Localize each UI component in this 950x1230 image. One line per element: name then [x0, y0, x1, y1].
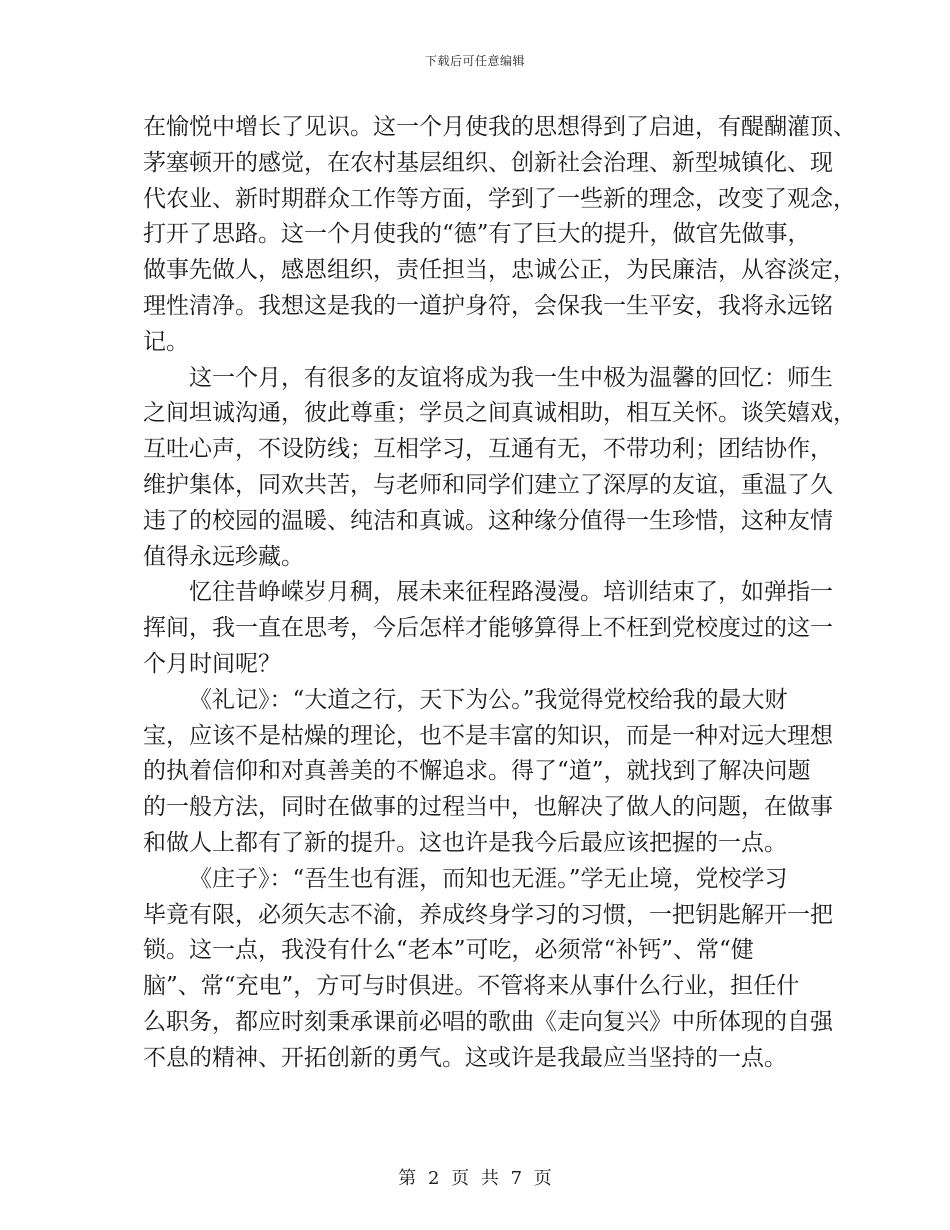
text-line: 这一个月，有很多的友谊将成为我一生中极为温馨的回忆：师生 — [189, 364, 833, 391]
text-line: 毕竟有限，必须矢志不渝，养成终身学习的习惯，一把钥匙解开一把 — [143, 901, 833, 928]
text-line: 值得永远珍藏。 — [143, 543, 304, 570]
text-line: 的一般方法，同时在做事的过程当中，也解决了做人的问题，在做事 — [143, 794, 833, 821]
text-line: 锁。这一点，我没有什么“老本”可吃，必须常“补钙”、常“健 — [143, 937, 754, 964]
text-line: 的执着信仰和对真善美的不懈追求。得了“道”，就找到了解决问题 — [143, 758, 811, 785]
text-line: 忆往昔峥嵘岁月稠，展未来征程路漫漫。培训结束了，如弹指一 — [189, 579, 833, 606]
text-line: 不息的精神、开拓创新的勇气。这或许是我最应当坚持的一点。 — [143, 1044, 787, 1071]
text-line: 记。 — [143, 328, 189, 355]
text-line: 宝，应该不是枯燥的理论，也不是丰富的知识，而是一种对远大理想 — [143, 722, 833, 749]
text-line: 打开了思路。这一个月使我的“德”有了巨大的提升，做官先做事， — [143, 221, 811, 248]
text-line: 在愉悦中增长了见识。这一个月使我的思想得到了启迪，有醍醐灌顶、 — [143, 114, 856, 140]
paragraph — [143, 862, 833, 1077]
text-line: 《礼记》：“大道之行，天下为公。”我觉得党校给我的最大财 — [189, 686, 788, 713]
text-line: 理性清净。我想这是我的一道护身符，会保我一生平安，我将永远铭 — [143, 292, 833, 319]
text-line: 维护集体，同欢共苦，与老师和同学们建立了深厚的友谊，重温了久 — [143, 471, 833, 498]
paragraph — [143, 683, 833, 862]
document-body — [143, 110, 856, 1077]
text-line: 脑”、常“充电”，方可与时俱进。不管将来从事什么行业，担任什 — [143, 973, 800, 1000]
text-line: 挥间，我一直在思考，今后怎样才能够算得上不枉到党校度过的这一 — [143, 615, 833, 642]
text-line: 做事先做人，感恩组织，责任担当，忠诚公正，为民廉洁，从容淡定， — [143, 257, 856, 284]
paragraph — [143, 110, 856, 361]
text-line: 违了的校园的温暖、纯洁和真诚。这种缘分值得一生珍惜，这种友情 — [143, 507, 833, 534]
page-number: 第 2 页 共 7 页 — [398, 1168, 552, 1189]
text-line: 茅塞顿开的感觉，在农村基层组织、创新社会治理、新型城镇化、现 — [143, 149, 833, 176]
text-line: 和做人上都有了新的提升。这也许是我今后最应该把握的一点。 — [143, 829, 787, 856]
header-note: 下载后可任意编辑 — [424, 54, 525, 68]
text-line: 《庄子》：“吾生也有涯，而知也无涯。”学无止境，党校学习 — [189, 865, 788, 892]
text-line: 个月时间呢？ — [143, 650, 281, 677]
paragraph — [143, 361, 856, 576]
text-line: 互吐心声，不设防线；互相学习，互通有无，不带功利；团结协作， — [143, 436, 833, 463]
paragraph — [143, 575, 833, 682]
text-line: 代农业、新时期群众工作等方面，学到了一些新的理念，改变了观念， — [143, 185, 856, 212]
text-line: 之间坦诚沟通，彼此尊重；学员之间真诚相助，相互关怀。谈笑嬉戏， — [143, 400, 856, 427]
text-line: 么职务，都应时刻秉承课前必唱的歌曲《走向复兴》中所体现的自强 — [143, 1008, 833, 1035]
